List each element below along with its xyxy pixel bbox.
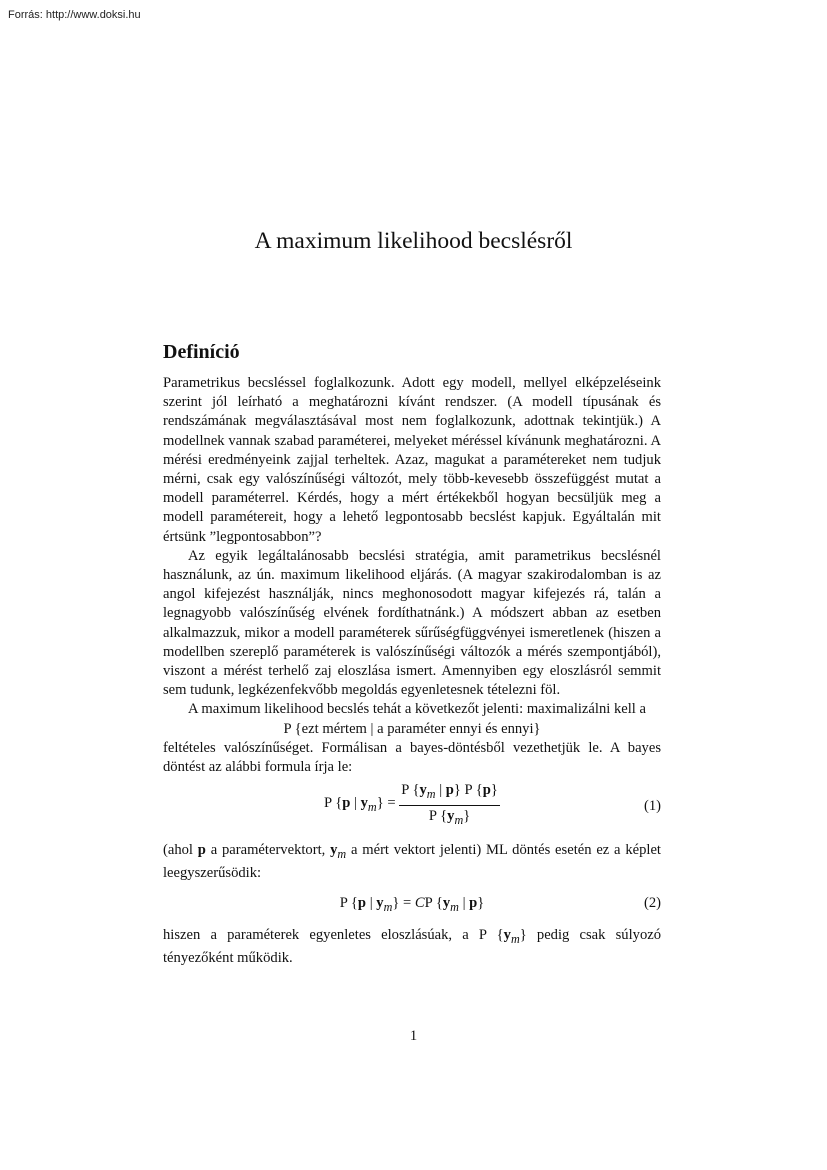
source-url: Forrás: http://www.doksi.hu xyxy=(8,9,141,21)
paragraph-5: (ahol p a paramétervektort, $y_m$ a mért vektort jelenti) ML döntés esetén ez a képlet leegyszerűsödik: xyxy=(163,842,661,882)
body-text xyxy=(163,374,661,968)
paragraph-4: feltételes valószínűséget. Formálisan a bayes-döntésből vezethetjük le. A bayes döntést az alábbi formula írja le: xyxy=(163,739,661,776)
paragraph-3: A maximum likelihood becslés tehát a következőt jelenti: maximalizálni kell a xyxy=(188,701,646,718)
equation-1: P {p | $y_m$} = $\frac{P \{y_m | p\} P \{p\}}{P \{y_m\}}$ (1) xyxy=(324,782,661,828)
paragraph-2: Az egyik legáltalánosabb becslési stratégia, amit parametrikus becslésnél használunk, az ún. maximum likelihood eljárás. (A magyar szakirodalomban is az angol kifejezést használják, nincs meghonosodott magyar kifejezés rá, talán a legnagyobb valószínűség elvének fordíthatnánk.) A módszert abban az esetben alkalmazzuk, mikor a modell paraméterek sűrűségfüggvényei ismeretlenek (hiszen a modellben szereplő paraméterek is valószínűségi változók a mérés szempontjából), viszont a mérést terhelő zaj eloszlása ismert. Amennyiben egy eloszlásról semmit sem tudunk, legkézenfekvőbb megoldás egyenletesnek tételezni föl. xyxy=(163,547,661,699)
equation-2: P {p | $y_m$} = CP {$y_m$ | p} (2) xyxy=(339,894,661,914)
paragraph-6: hiszen a paraméterek egyenletes eloszlásúak, a P $\{y_m\}$ pedig csak súlyozó tényezőként működik. xyxy=(163,926,662,966)
equation-2-number: (2) xyxy=(643,894,661,911)
paragraph-1: Parametrikus becsléssel foglalkozunk. Adott egy modell, mellyel elképzeléseink szerint jól leírható a meghatározni kívánt rendszer. (A modell típusának és rendszámának megválasztásával most nem foglalkozunk, adottnak tekintjük.) A modellnek vannak szabad paraméterei, melyeket méréssel kívánunk meghatározni. A mérési eredményeink zajjal terheltek. Azaz, magukat a paramétereket nem tudjuk mérni, csak egy valószínűségi változót, mely több-kevesebb összefüggést mutat a modell paraméterrel. Kérdés, hogy a mért értékekből hogyan becsüljük meg a modell paramétereit, hogy a lehető legpontosabb becslést kapjuk. Egyáltalán mit értsünk ”legpontosabbon”? xyxy=(163,375,661,545)
page-title: A maximum likelihood becslésről xyxy=(254,228,573,254)
equation-1-number: (1) xyxy=(643,798,661,815)
page-number: 1 xyxy=(409,1028,418,1044)
section-heading: Definíció xyxy=(163,341,240,363)
probability-expression: P {ezt mértem | a paraméter ennyi és ennyi} xyxy=(283,720,541,737)
